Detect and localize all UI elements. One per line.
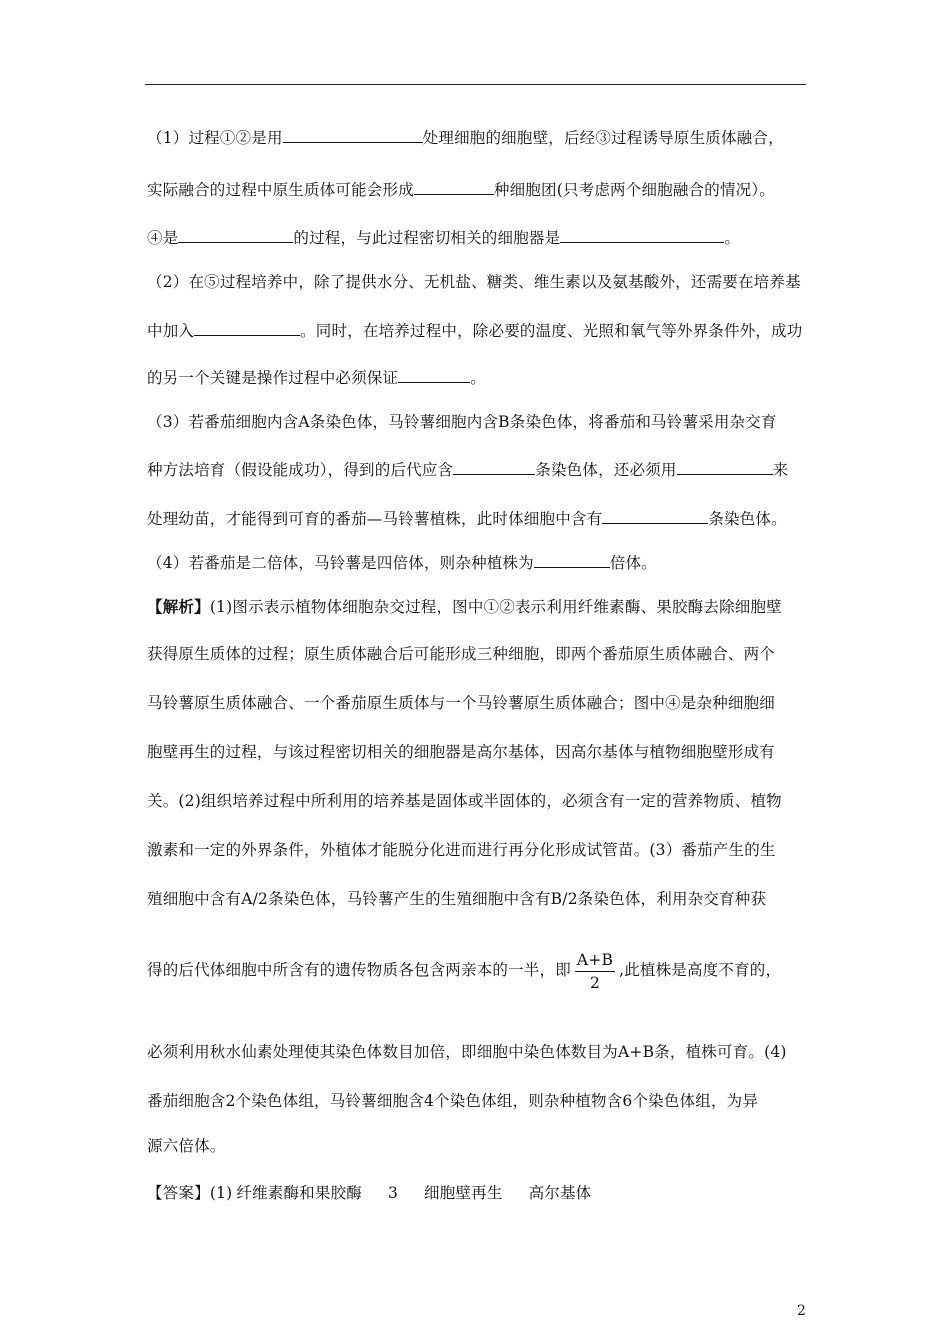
analysis-line-5	[147, 791, 782, 811]
analysis-line-8	[147, 946, 781, 994]
answer-blank[interactable]	[194, 321, 300, 336]
q2-line-2	[147, 321, 803, 341]
text: 处理细胞的细胞壁，后经③过程诱导原生质体融合，	[422, 129, 784, 147]
analysis-label: 【解析】	[147, 597, 210, 616]
answer-1: 纤维素酶和果胶酶	[236, 1184, 362, 1202]
q4-line-1	[147, 553, 657, 573]
text: 源六倍体。	[147, 1137, 226, 1155]
header-rule	[145, 84, 806, 85]
text: 倍体。	[609, 554, 657, 572]
text: (1)	[209, 1184, 233, 1202]
text: 种细胞团(只考虑两个细胞融合的情况）。	[493, 181, 776, 199]
text: 。同时，在培养过程中，除必要的温度、光照和氧气等外界条件外，成功	[300, 322, 803, 340]
text: ,此植株是高度不育的，	[619, 961, 782, 979]
text: 得的后代体细胞中所含有的遗传物质各包含两亲本的一半，即	[147, 961, 571, 979]
text: 的另一个关键是操作过程中必须保证	[147, 369, 399, 387]
answer-3: 细胞壁再生	[424, 1184, 503, 1202]
answer-2: 3	[387, 1184, 399, 1202]
q2-line-1	[147, 272, 801, 292]
fraction-numerator: A+B	[575, 949, 615, 972]
text: 胞壁再生的过程，与该过程密切相关的细胞器是高尔基体，因高尔基体与植物细胞壁形成有	[147, 743, 776, 761]
answer-4: 高尔基体	[528, 1184, 592, 1202]
text: （3）若番茄细胞内含A条染色体，马铃薯细胞内含B条染色体，将番茄和马铃薯采用杂交育	[147, 413, 777, 431]
answer-blank[interactable]	[534, 553, 610, 568]
answer-blank[interactable]	[398, 368, 470, 383]
answer-blank[interactable]	[414, 180, 494, 195]
text: 。	[724, 229, 741, 247]
q1-line-1	[147, 128, 784, 148]
answer-blank[interactable]	[560, 228, 724, 243]
answer-blank[interactable]	[602, 509, 708, 524]
q3-line-3	[147, 509, 787, 529]
text: ④是	[147, 229, 179, 247]
page-number: 2	[797, 1303, 806, 1319]
q1-line-2	[147, 180, 775, 200]
text: 来	[772, 461, 789, 479]
text: （4）若番茄是二倍体，马铃薯是四倍体，则杂种植株为	[147, 554, 534, 572]
fraction	[575, 949, 615, 994]
text: （2）在⑤过程培养中，除了提供水分、无机盐、糖类、维生素以及氨基酸外，还需要在培养基	[147, 273, 801, 291]
text: 关。(2)组织培养过程中所利用的培养基是固体或半固体的，必须含有一定的营养物质、植物	[147, 792, 782, 810]
fraction-denominator: 2	[589, 973, 601, 992]
text: 殖细胞中含有A/2条染色体，马铃薯产生的生殖细胞中含有B/2条染色体，利用杂交育种获	[147, 890, 767, 908]
answer-blank[interactable]	[283, 128, 423, 143]
q1-line-3	[147, 228, 740, 248]
text: 必须利用秋水仙素处理使其染色体数目加倍，即细胞中染色体数目为A+B条，植株可育。(4)	[147, 1043, 787, 1061]
analysis-line-11	[147, 1136, 226, 1156]
answer-blank[interactable]	[178, 228, 293, 243]
analysis-line-10	[147, 1091, 758, 1111]
text: 。	[470, 369, 486, 387]
text: 获得原生质体的过程；原生质体融合后可能形成三种细胞，即两个番茄原生质体融合、两个	[147, 645, 776, 663]
text: （1）过程①②是用	[147, 129, 283, 147]
q3-line-2	[147, 460, 788, 480]
q3-line-1	[147, 412, 777, 432]
analysis-line-9	[147, 1042, 787, 1062]
analysis-line-4	[147, 742, 775, 762]
answer-label: 【答案】	[147, 1184, 210, 1202]
text: 处理幼苗，才能得到可育的番茄—马铃薯植株，此时体细胞中含有	[147, 510, 603, 528]
text: 激素和一定的外界条件，外植体才能脱分化进而进行再分化形成试管苗。(3）番茄产生的生	[147, 841, 776, 859]
answer-line	[147, 1183, 591, 1203]
text: 条染色体。	[708, 510, 787, 528]
text: 番茄细胞含2个染色体组，马铃薯细胞含4个染色体组，则杂种植物含6个染色体组，为异	[147, 1092, 759, 1110]
text: 条染色体，还必须用	[535, 461, 677, 479]
q2-line-3	[147, 368, 486, 388]
text: (1)图示表示植物体细胞杂交过程，图中①②表示利用纤维素酶、果胶酶去除细胞壁	[209, 598, 782, 616]
text: 马铃薯原生质体融合、一个番茄原生质体与一个马铃薯原生质体融合；图中④是杂种细胞细	[147, 694, 776, 712]
text: 种方法培育（假设能成功），得到的后代应含	[147, 461, 454, 479]
analysis-line-2	[147, 644, 775, 664]
analysis-line-3	[147, 693, 775, 713]
analysis-line-1	[147, 597, 782, 617]
text: 中加入	[147, 322, 195, 340]
text: 的过程，与此过程密切相关的细胞器是	[293, 229, 561, 247]
answer-blank[interactable]	[677, 460, 773, 475]
analysis-line-6	[147, 840, 776, 860]
analysis-line-7	[147, 889, 766, 909]
text: 实际融合的过程中原生质体可能会形成	[147, 181, 414, 199]
answer-blank[interactable]	[453, 460, 535, 475]
